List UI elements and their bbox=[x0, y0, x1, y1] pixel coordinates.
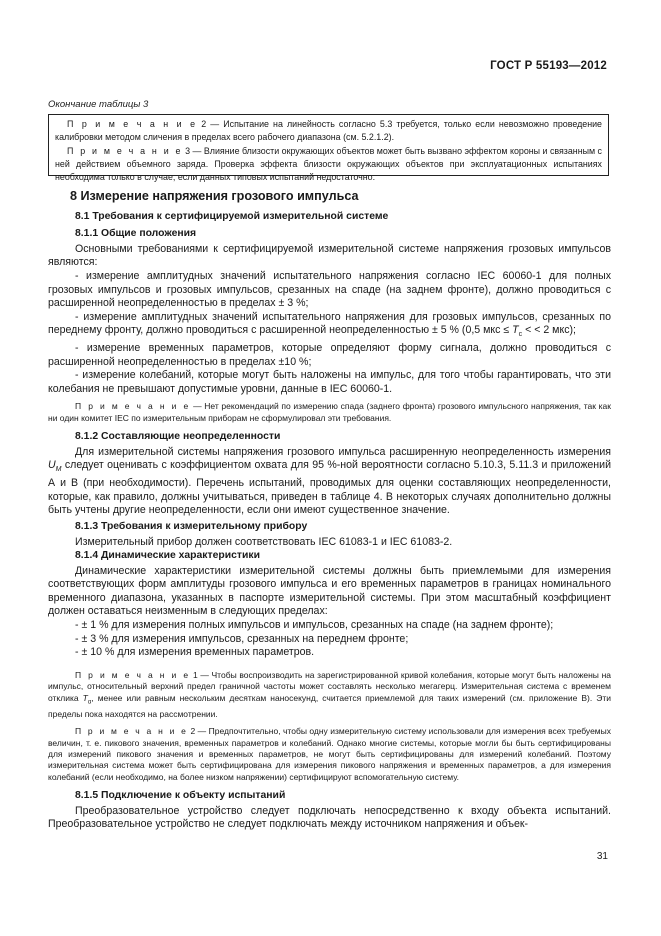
list-item: - ± 3 % для измерения импульсов, срезанных на переднем фронте; bbox=[75, 632, 409, 645]
paragraph: Измерительный прибор должен соответствовать IEC 61083-1 и IEC 61083-2. bbox=[75, 535, 453, 548]
note-label: П р и м е ч а н и е bbox=[67, 119, 198, 129]
paragraph: Преобразовательное устройство следует подключать непосредственно к входу объекта испытаний. Преобразовательное устройство не следует подключать между источником напряжения и объек- bbox=[48, 804, 611, 831]
list-item: - измерение временных параметров, которые определяют форму сигнала, должно проводиться с расширенной неопределенностью в пределах ±10 %; bbox=[48, 342, 611, 368]
section-8-1-title: 8.1 Требования к сертифицируемой измерительной системе bbox=[75, 210, 389, 222]
section-8-1-3-title: 8.1.3 Требования к измерительному прибору bbox=[75, 520, 308, 532]
table-notes-box bbox=[48, 114, 609, 182]
section-8-1-4-title: 8.1.4 Динамические характеристики bbox=[75, 550, 260, 562]
document-header: ГОСТ Р 55193—2012 bbox=[490, 60, 607, 72]
list-item: - измерение амплитудных значений испытательного напряжения для грозовых импульсов, срезанных по переднему фронту, должно проводиться с расширенной неопределенностью ± 5 % (0,5 мкс ≤ $T_c$ < < 2 мкс); bbox=[48, 310, 611, 339]
list-item: - ± 10 % для измерения временных параметров. bbox=[75, 646, 315, 659]
note-label: П р и м е ч а н и е bbox=[67, 146, 183, 157]
paragraph: Основными требованиями к сертифицируемой измерительной системе напряжения грозовых импульсов являются: bbox=[48, 242, 611, 269]
section-8-1-1-title: 8.1.1 Общие положения bbox=[75, 228, 197, 240]
table-note-3: П р и м е ч а н и е 3 — Влияние близости окружающих объектов может быть вызвано эффектом короны и связанным с ней действием объемного заряда. Проверка эффекта близости окружающих объектов при эксплуатационных испытаниях необходима только в случае, если данных типовых испытаний недостаточно. bbox=[55, 146, 602, 182]
page-number: 31 bbox=[596, 851, 608, 862]
paragraph: Для измерительной системы напряжения грозового импульса расширенную неопределенность измерения $U_M$ следует оценивать с коэффициентом охвата для 95 %-ной вероятности согласно 5.10.3, 5.11.3 и приложений А и В (при необходимости). Перечень испытаний, проводимых для оценки составляющих неопределенности, которые, как правило, должны учитываться, приведен в таблице 4. В некоторых случаях дополнительно должны быть учтены другие неопределенности, если они имеют существенное значение. bbox=[48, 445, 611, 517]
note-2: П р и м е ч а н и е 2 — Предпочтительно, чтобы одну измерительную систему использовали для измерения всех требуемых величин, т. е. пикового значения, временных параметров и колебаний. Однако многие системы, которые могли бы быть сертифицированы для измерений пикового значения и временных параметров, не могут быть сертифицированы для измерений колебаний. Поэтому измерительная система может быть сертифицирована для измерения пикового напряжения и временных параметров, а для измерения колебаний (если необходимо, на более низком напряжении) сертифицируют вспомогательную систему. bbox=[48, 726, 611, 782]
list-item: - измерение амплитудных значений испытательного напряжения согласно IEC 60060-1 для полных грозовых импульсов и грозовых импульсов, срезанных на спаде (на заднем фронте), должно проводиться с расширенной неопределенностью в пределах ± 3 %; bbox=[48, 269, 611, 310]
note-1: П р и м е ч а н и е 1 — Чтобы воспроизводить на зарегистрированной кривой колебания, которые могут быть наложены на импульс, относительный верхний предел граничной частоты может составлять несколько мегагерц. Измерительная система с временем отклика $T_\alpha$, менее или равным нескольким десяткам наносекунд, считается приемлемой для таких измерений (см. приложение В). Эти пределы пока находятся на рассмотрении. bbox=[48, 669, 611, 719]
paragraph: Динамические характеристики измерительной системы должны быть приемлемыми для измерения соответствующих форм амплитуды грозового импульса и его временных параметров в границах номинального временного диапазона, указанных в паспорте измерительной системы. При этом масштабный коэффициент должен оставаться неизменным в следующих пределах: bbox=[48, 564, 611, 618]
list-item: - ± 1 % для измерения полных импульсов и импульсов, срезанных на спаде (на заднем фронте); bbox=[75, 619, 554, 632]
section-8-title: 8 Измерение напряжения грозового импульса bbox=[70, 189, 359, 203]
section-8-1-5-title: 8.1.5 Подключение к объекту испытаний bbox=[75, 790, 286, 802]
note: П р и м е ч а н и е — Нет рекомендаций по измерению спада (заднего фронта) грозового импульсного напряжения, так как ни один комитет IEC по измерительным приборам не сформулировал эти требования. bbox=[48, 401, 611, 423]
table-note-2: П р и м е ч а н и е 2 — Испытание на линейность согласно 5.3 требуется, только если невозможно проведение калибровки методом сличения в пределах всего рабочего диапазона (см. 5.2.1.2). bbox=[55, 119, 602, 142]
section-8-1-2-title: 8.1.2 Составляющие неопределенности bbox=[75, 431, 281, 443]
main-content bbox=[48, 190, 611, 832]
list-item: - измерение колебаний, которые могут быть наложены на импульс, для того чтобы гарантировать, что эти колебания не превышают допустимые уровни, данные в IEC 60060-1. bbox=[48, 369, 611, 395]
table-continuation-label: Окончание таблицы 3 bbox=[48, 99, 149, 110]
